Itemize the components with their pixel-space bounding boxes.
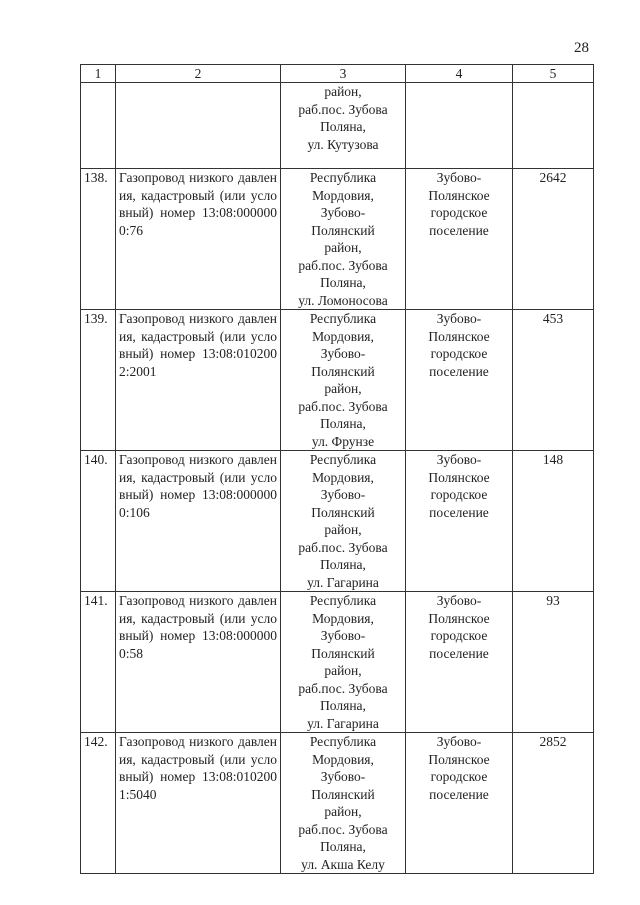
address-line: ул. Фрунзе [311,433,375,449]
municipality-line: городское [430,769,488,784]
row-number-cell: 141. [81,592,116,733]
address-cell [281,169,406,310]
address-line: Полянский [311,645,375,661]
continuation-municipality-cell [406,83,513,169]
address-cell [281,733,406,874]
municipality-line: городское [430,628,488,643]
municipality-line: городское [430,205,488,220]
municipality-cell [406,451,513,592]
length-cell: 2852 [513,733,594,874]
column-header-4: 4 [406,65,513,83]
column-header-1: 1 [81,65,116,83]
address-line: Мордовия, [312,469,374,485]
address-line: раб.пос. Зубова [298,821,388,837]
address-line: Республика [309,734,377,749]
address-line: Мордовия, [312,187,374,203]
address-cell [281,310,406,451]
address-line: Республика [309,311,377,326]
municipality-line: Зубово- [436,452,482,467]
table-row [81,169,594,310]
municipality-line: Полянское [428,328,490,344]
municipality-line: Полянское [428,610,490,626]
address-line: Полянский [311,504,375,520]
address-line: Полянский [311,786,375,802]
address-line: Поляна, [320,416,366,431]
address-line: район, [324,804,362,819]
municipality-line: поселение [429,645,489,661]
municipality-line: Полянское [428,187,490,203]
address-line: Поляна, [320,698,366,713]
header-row [81,65,594,83]
address-line: ул. Акша Келу [301,856,385,872]
address-line: раб.пос. Зубова [298,398,388,414]
table-row [81,451,594,592]
continuation-length-cell [513,83,594,169]
address-line: Зубово- [320,628,366,643]
length-cell: 2642 [513,169,594,310]
address-line: Республика [309,452,377,467]
address-line: Поляна, [320,557,366,572]
column-header-2: 2 [116,65,281,83]
address-line: Зубово- [320,346,366,361]
municipality-cell [406,592,513,733]
object-description-cell: Газопровод низкого давления, кадастровый (или условный) номер 13:08:0000000:76 [116,169,281,310]
municipality-line: Зубово- [436,734,482,749]
municipality-line: городское [430,346,488,361]
address-line: раб.пос. Зубова [298,539,388,555]
address-line: район, [324,663,362,678]
object-description-cell: Газопровод низкого давления, кадастровый (или условный) номер 13:08:0000000:58 [116,592,281,733]
continuation-desc-cell [116,83,281,169]
address-line: Зубово- [320,487,366,502]
table-header [81,65,594,83]
continuation-address-cell [281,83,406,169]
row-number-cell: 138. [81,169,116,310]
table-body [81,83,594,874]
table-row [81,592,594,733]
municipality-cell [406,733,513,874]
address-line: ул. Кутузова [307,136,379,152]
municipality-line: городское [430,487,488,502]
address-cell [281,592,406,733]
length-cell: 453 [513,310,594,451]
column-header-5: 5 [513,65,594,83]
municipality-line: Зубово- [436,170,482,185]
address-line: район, [324,522,362,537]
row-number-cell: 140. [81,451,116,592]
address-line: ул. Гагарина [307,715,379,731]
object-description-cell: Газопровод низкого давления, кадастровый (или условный) номер 13:08:0000000:106 [116,451,281,592]
address-line: Республика [309,593,377,608]
address-line: раб.пос. Зубова [298,257,388,273]
length-cell: 148 [513,451,594,592]
address-line: Зубово- [320,205,366,220]
table-row [81,733,594,874]
municipality-line: Зубово- [436,593,482,608]
page-number: 28 [574,40,589,56]
address-line: Мордовия, [312,610,374,626]
address-line: район, [324,84,362,99]
address-line: Полянский [311,222,375,238]
municipality-line: Полянское [428,469,490,485]
municipality-line: поселение [429,504,489,520]
row-number-cell: 142. [81,733,116,874]
address-line: Полянский [311,363,375,379]
object-description-cell: Газопровод низкого давления, кадастровый (или условный) номер 13:08:0102002:2001 [116,310,281,451]
address-line: Зубово- [320,769,366,784]
municipality-line: Полянское [428,751,490,767]
row-number-cell: 139. [81,310,116,451]
address-line: раб.пос. Зубова [298,101,388,117]
continuation-num-cell [81,83,116,169]
municipality-line: Зубово- [436,311,482,326]
column-header-3: 3 [281,65,406,83]
address-line: ул. Гагарина [307,574,379,590]
municipality-cell [406,310,513,451]
address-line: Поляна, [320,119,366,134]
address-line: Поляна, [320,839,366,854]
municipality-cell [406,169,513,310]
table-row [81,310,594,451]
address-line: район, [324,240,362,255]
municipality-line: поселение [429,786,489,802]
continuation-row [81,83,594,169]
address-line: раб.пос. Зубова [298,680,388,696]
address-line: район, [324,381,362,396]
address-line: ул. Ломоносова [298,292,388,308]
object-description-cell: Газопровод низкого давления, кадастровый (или условный) номер 13:08:0102001:5040 [116,733,281,874]
address-line: Поляна, [320,275,366,290]
property-registry-table [80,64,594,874]
address-line: Республика [309,170,377,185]
address-line: Мордовия, [312,751,374,767]
length-cell: 93 [513,592,594,733]
municipality-line: поселение [429,222,489,238]
address-cell [281,451,406,592]
municipality-line: поселение [429,363,489,379]
address-line: Мордовия, [312,328,374,344]
